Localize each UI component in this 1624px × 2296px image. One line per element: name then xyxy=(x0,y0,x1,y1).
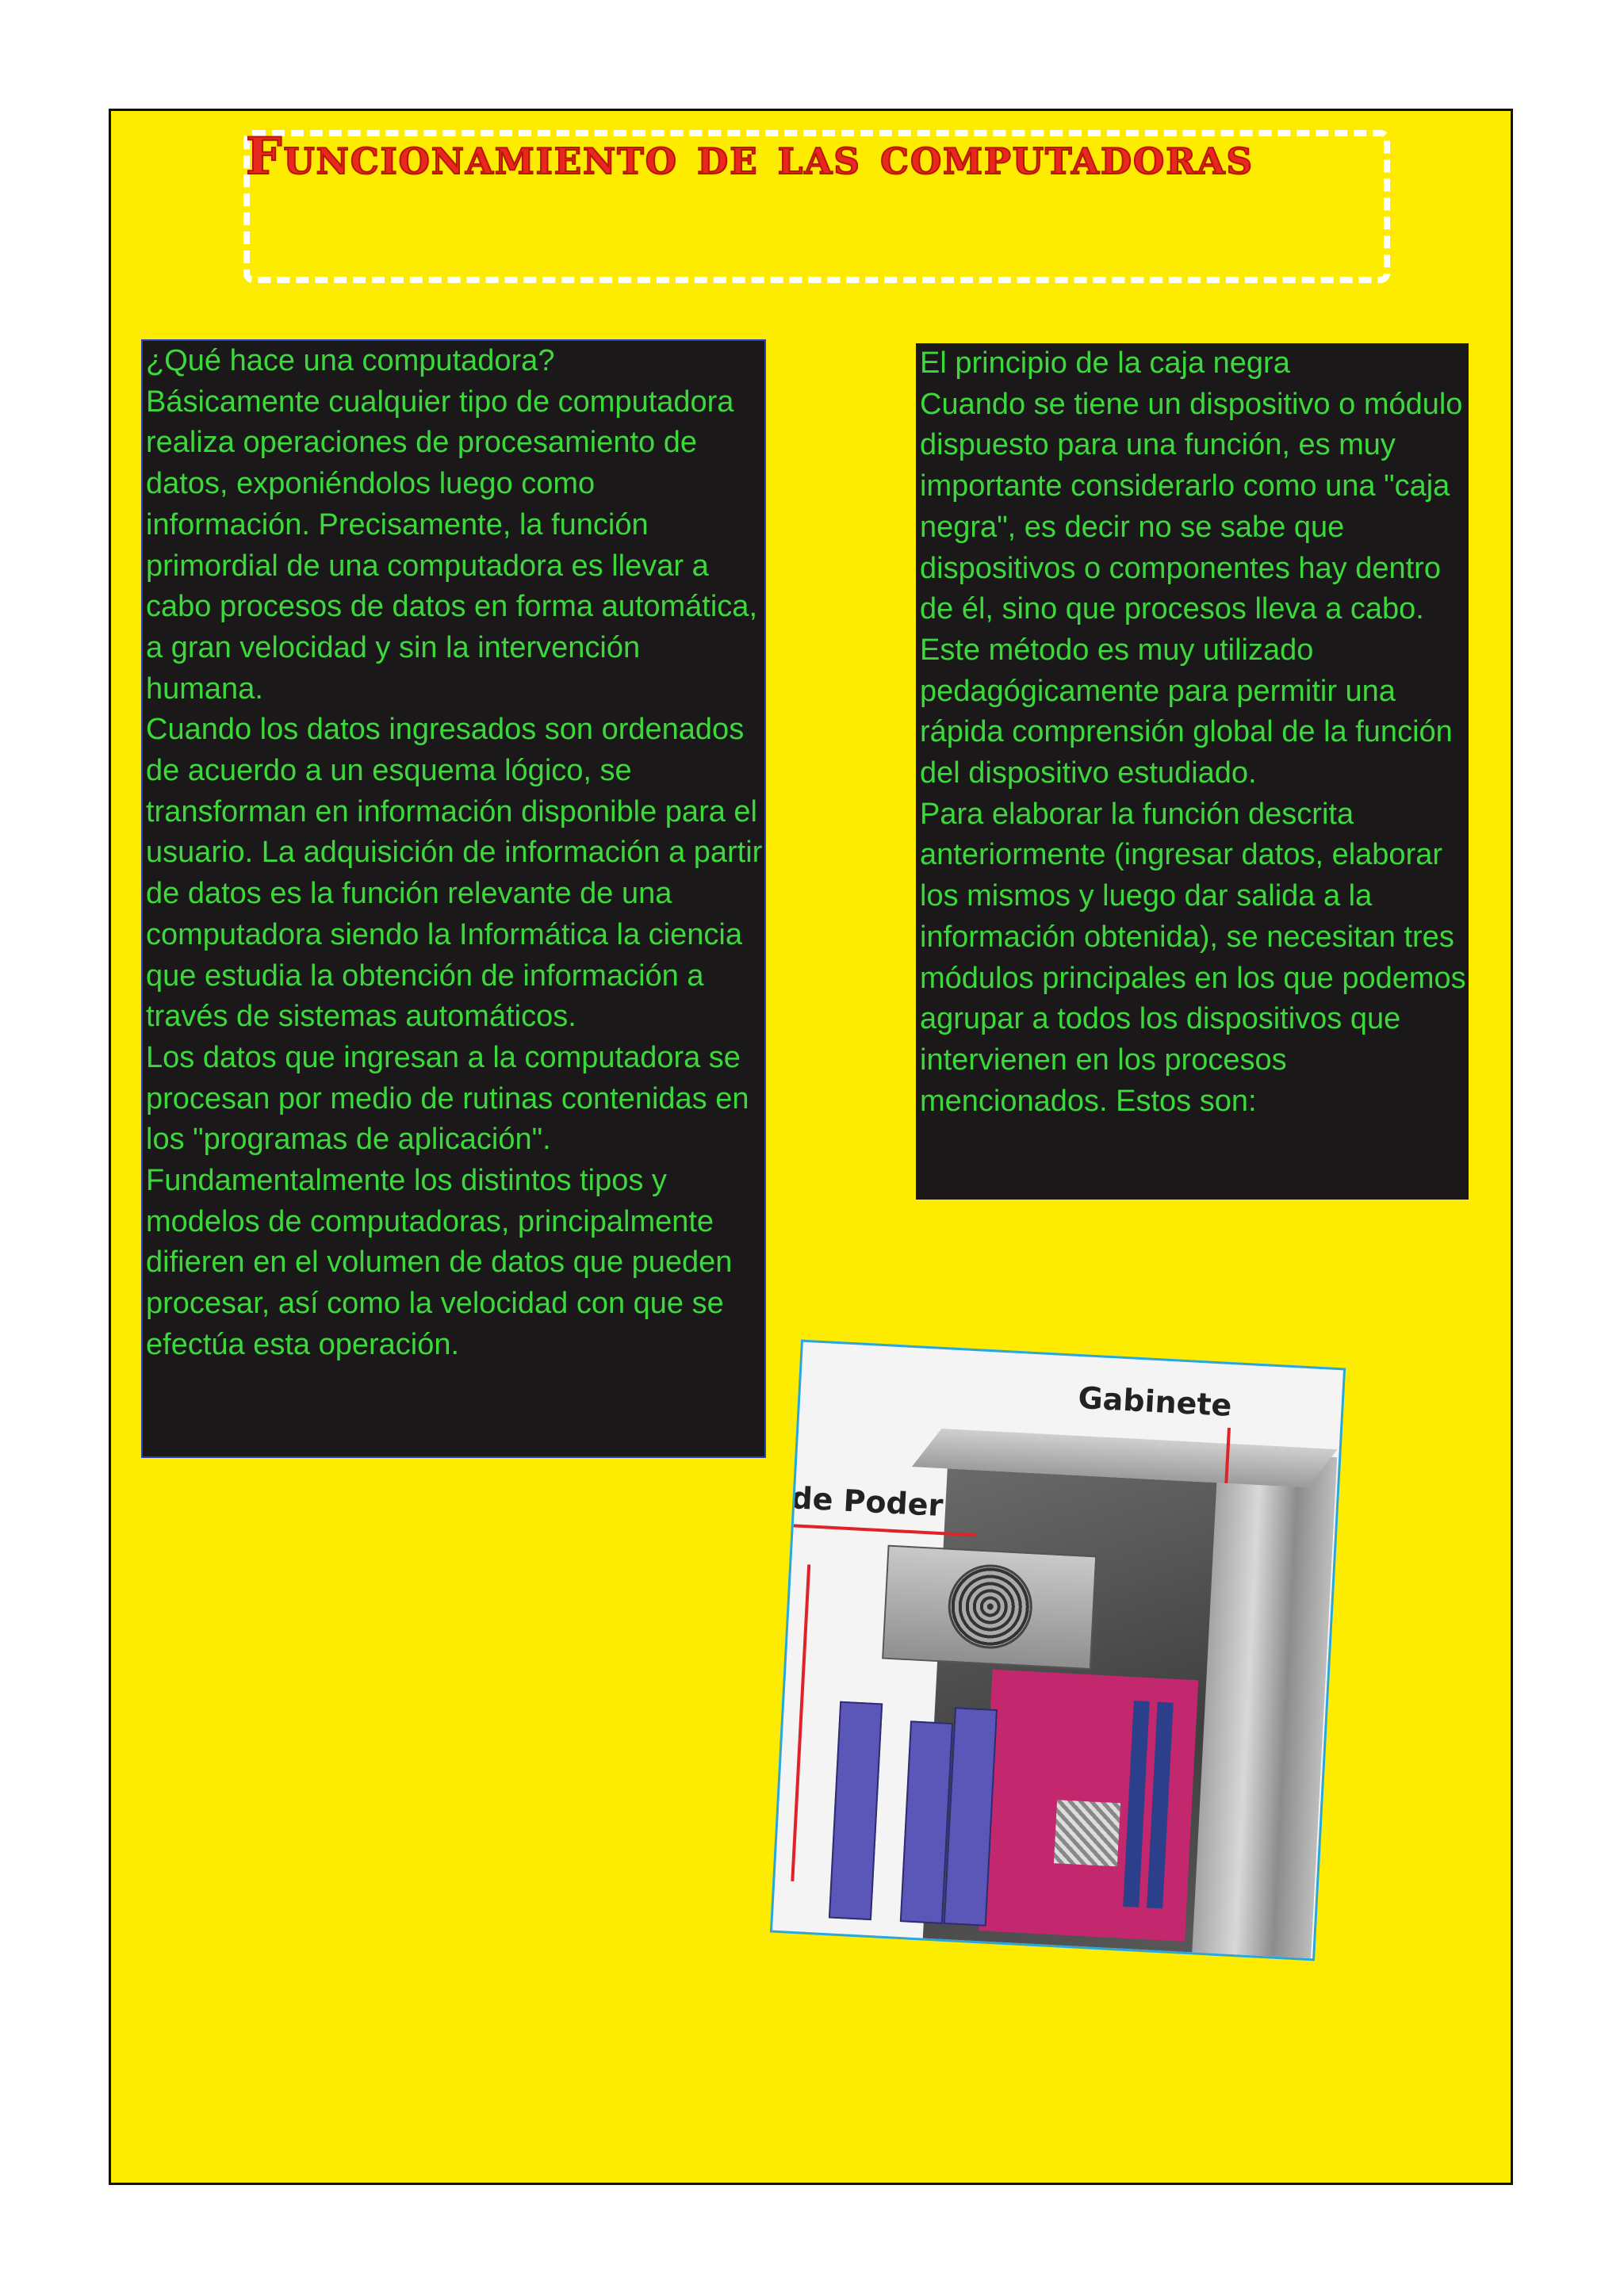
power-supply-label: de Poder xyxy=(790,1480,944,1524)
computer-case-photo xyxy=(770,1340,1346,1961)
paragraph: Los datos que ingresan a la computadora se procesan por medio de rutinas contenidas en los "programas de aplicación". Fundamentalmente los distintos tipos y modelos de computadoras, principalmente difieren en el volumen de datos que pueden procesar, así como la velocidad con que se efectúa esta operación. xyxy=(146,1040,749,1361)
ram-module xyxy=(829,1701,883,1920)
case-label: Gabinete xyxy=(1077,1380,1233,1424)
paragraph: Básicamente cualquier tipo de computadora realiza operaciones de procesamiento de datos, exponiéndolos luego como información. Precisamente, la función primordial de una computadora es llevar a cabo procesos de datos en forma automática, a gran velocidad y sin la intervención humana. xyxy=(146,385,758,706)
paragraph: Para elaborar la función descrita anteriormente (ingresar datos, elaborar los mismos y luego dar salida a la información obtenida), se necesitan tres módulos principales en los que podemos agrupar a todos los dispositivos que intervienen en los procesos mencionados. Estos son: xyxy=(920,797,1466,1118)
text-box-right xyxy=(916,343,1469,1200)
cpu-heatsink xyxy=(1054,1800,1120,1866)
text-box-left xyxy=(141,339,766,1458)
paragraph: Cuando los datos ingresados son ordenados de acuerdo a un esquema lógico, se transforman en información disponible para el usuario. La adquisición de información a partir de datos es la función relevante de una computadora siendo la Informática la ciencia que estudia la obtención de información a través de sistemas automáticos. xyxy=(146,713,763,1034)
paragraph: ¿Qué hace una computadora? xyxy=(146,344,555,377)
pointer-line xyxy=(791,1564,810,1881)
paragraph: Cuando se tiene un dispositivo o módulo dispuesto para una función, es muy importante considerarlo como una "caja negra", es decir no se sabe que dispositivos o componentes hay dentro de él, sino que procesos lleva a cabo. Este método es muy utilizado pedagógicamente para permitir una rápida comprensión global de la función del dispositivo estudiado. xyxy=(920,387,1463,790)
paragraph: El principio de la caja negra xyxy=(920,346,1290,380)
page-title: Funcionamiento de las computadoras xyxy=(246,127,1254,186)
